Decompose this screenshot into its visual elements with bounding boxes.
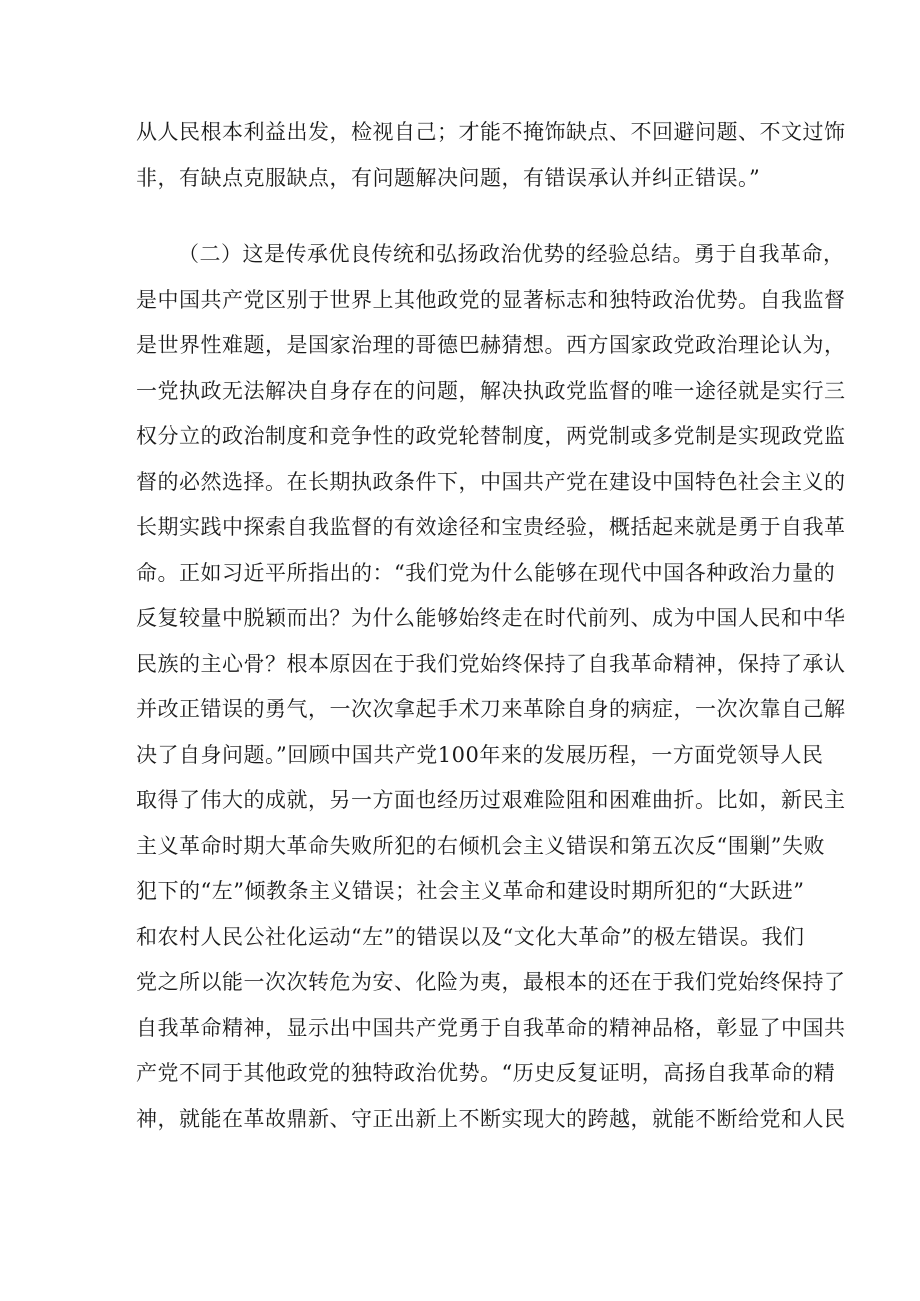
paragraph-section-2 — [136, 232, 846, 1142]
text-line: 从人民根本利益出发，检视自己；才能不掩饰缺点、不回避问题、不文过饰 — [136, 120, 846, 144]
text-line: 产党不同于其他政党的独特政治优势。“历史反复证明，高扬自我革命的精 — [136, 1061, 836, 1085]
text-line: 督的必然选择。在长期执政条件下，中国共产党在建设中国特色社会主义的 — [136, 469, 846, 494]
text-line: 犯下的“左”倾教条主义错误；社会主义革命和建设时期所犯的“大跃进” — [136, 879, 805, 903]
text-line: 民族的主心骨？根本原因在于我们党始终保持了自我革命精神，保持了承认 — [136, 651, 846, 676]
text-line: 非，有缺点克服缺点，有问题解决问题，有错误承认并纠正错误。” — [136, 165, 761, 190]
text-line: 自我革命精神，显示出中国共产党勇于自我革命的精神品格，彰显了中国共 — [136, 1015, 846, 1040]
text-line: 命。正如习近平所指出的：“我们党为什么能够在现代中国各种政治力量的 — [136, 560, 836, 585]
text-line: 取得了伟大的成就，另一方面也经历过艰难险阻和困难曲折。比如，新民主 — [136, 788, 846, 812]
text-line: （二）这是传承优良传统和弘扬政治优势的经验总结。勇于自我革命， — [178, 242, 845, 266]
text-line: 主义革命时期大革命失败所犯的右倾机会主义错误和第五次反“围剿”失败 — [136, 833, 825, 858]
text-line: 权分立的政治制度和竞争性的政党轮替制度，两党制或多党制是实现政党监 — [136, 424, 846, 448]
text-line: 是中国共产党区别于世界上其他政党的显著标志和独特政治优势。自我监督 — [136, 287, 846, 312]
text-line: 一党执政无法解决自身存在的问题，解决执政党监督的唯一途径就是实行三 — [136, 378, 846, 403]
text-line: 决了自身问题。”回顾中国共产党100年来的发展历程，一方面党领导人民 — [136, 742, 824, 767]
text-line: 是世界性难题，是国家治理的哥德巴赫猜想。西方国家政党政治理论认为， — [136, 333, 846, 357]
text-line: 神，就能在革故鼎新、守正出新上不断实现大的跨越，就能不断给党和人民 — [136, 1106, 846, 1131]
text-line: 长期实践中探索自我监督的有效途径和宝贵经验，概括起来就是勇于自我革 — [136, 515, 846, 539]
text-line: 党之所以能一次次转危为安、化险为夷，最根本的还在于我们党始终保持了 — [136, 970, 846, 994]
text-line: 和农村人民公社化运动“左”的错误以及“文化大革命”的极左错误。我们 — [136, 924, 805, 949]
text-line: 并改正错误的勇气，一次次拿起手术刀来革除自身的病症，一次次靠自己解 — [136, 697, 846, 721]
paragraph-continuation — [136, 110, 846, 201]
text-line: 反复较量中脱颖而出？为什么能够始终走在时代前列、成为中国人民和中华 — [136, 606, 846, 630]
